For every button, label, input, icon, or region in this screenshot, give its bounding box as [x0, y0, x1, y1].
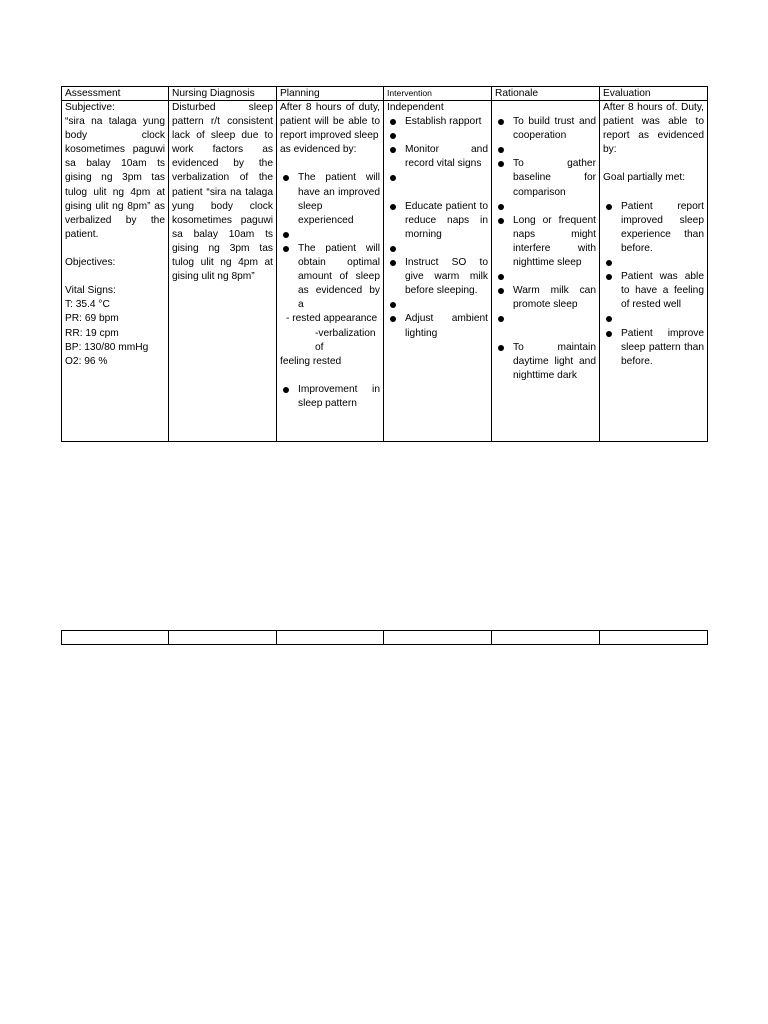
planning-goal-item: The patient will have an improved sleep experienced: [280, 171, 380, 227]
evaluation-item: Patient was able to have a feeling of rested well: [603, 270, 704, 312]
planning-sub-verbalization: -verbalization of: [315, 327, 376, 353]
empty-cell: [492, 631, 600, 645]
nursing-care-plan-table: [61, 86, 708, 442]
evaluation-item: Patient report improved sleep experience than before.: [603, 200, 704, 256]
intervention-item: Monitor and record vital signs: [387, 143, 488, 171]
empty-cell: [384, 631, 492, 645]
planning-intro: After 8 hours of duty, patient will be able to report improved sleep: [280, 102, 380, 142]
evaluation-list: [603, 200, 704, 369]
empty-cell: [62, 631, 169, 645]
evaluation-cell: [600, 101, 708, 442]
evaluation-item: Patient improve sleep pattern than before.: [603, 327, 704, 369]
vital-temperature: T: 35.4 °C: [65, 299, 110, 311]
header-evaluation: Evaluation: [600, 87, 708, 101]
vital-signs-label: Vital Signs:: [65, 285, 116, 297]
intervention-item: Adjust ambient lighting: [387, 312, 488, 340]
diagnosis-cell: [169, 101, 277, 442]
subjective-quote: “sira na talaga yung body clock kosometimes paguwi sa balay 10am ts gising ng 3pm tas tulog ulit ng 4pm at gising ulit ng 8pm” as verbalized by the patient.: [65, 116, 165, 240]
rationale-list: [495, 115, 596, 383]
rationale-cell: [492, 101, 600, 442]
intervention-label: Independent: [387, 102, 444, 113]
header-row: [62, 87, 708, 101]
rationale-item: To build trust and cooperation: [495, 115, 596, 143]
header-assessment: Assessment: [62, 87, 169, 101]
evaluation-intro: After 8 hours of. Duty, patient was able to report as evidenced by:: [603, 102, 704, 156]
intervention-item: Educate patient to reduce naps in morning: [387, 200, 488, 242]
header-rationale: Rationale: [492, 87, 600, 101]
assessment-cell: [62, 101, 169, 442]
objectives-label: Objectives:: [65, 257, 116, 269]
care-plan-row: [62, 101, 708, 442]
rationale-item: To maintain daytime light and nighttime dark: [495, 341, 596, 383]
vital-oxygen-saturation: O2: 96 %: [65, 355, 108, 367]
rationale-item: Long or frequent naps might interfere with nighttime sleep: [495, 214, 596, 270]
intervention-cell: [384, 101, 492, 442]
intervention-item: Instruct SO to give warm milk before sleeping.: [387, 256, 488, 298]
vital-respiratory-rate: RR: 19 cpm: [65, 327, 119, 339]
empty-row: [62, 631, 708, 645]
empty-continuation-table: [61, 630, 708, 645]
vital-blood-pressure: BP: 130/80 mmHg: [65, 341, 149, 353]
planning-goal-item: Improvement in sleep pattern: [280, 383, 380, 411]
intervention-list: [387, 115, 488, 341]
planning-sub-feeling-rested: feeling rested: [280, 355, 342, 367]
empty-cell: [600, 631, 708, 645]
vital-pulse-rate: PR: 69 bpm: [65, 313, 119, 325]
empty-cell: [169, 631, 277, 645]
rationale-item: To gather baseline for comparison: [495, 157, 596, 199]
evaluation-goal-status: Goal partially met:: [603, 172, 686, 184]
planning-goals-list: [280, 171, 380, 312]
planning-intro-evidence: as evidenced by:: [280, 144, 357, 156]
header-nursing-diagnosis: Nursing Diagnosis: [169, 87, 277, 101]
rationale-item: Warm milk can promote sleep: [495, 284, 596, 312]
subjective-label: Subjective:: [65, 102, 115, 113]
header-intervention: Intervention: [384, 87, 492, 101]
empty-cell: [277, 631, 384, 645]
header-planning: Planning: [277, 87, 384, 101]
planning-goal-item: The patient will obtain optimal amount of sleep as evidenced by a: [280, 242, 380, 312]
intervention-item: Establish rapport: [387, 115, 488, 129]
planning-cell: [277, 101, 384, 442]
planning-sub-rested-appearance: - rested appearance: [286, 313, 378, 325]
diagnosis-text: Disturbed sleep pattern r/t consistent lack of sleep due to work factors as evidenced by the verbalization of the patient “sira na talaga yung body clock kosometimes paguwi sa balay 10am ts gising ng 3pm tas tulog ulit ng 4pm at gising ulit ng 8pm”: [172, 102, 273, 283]
